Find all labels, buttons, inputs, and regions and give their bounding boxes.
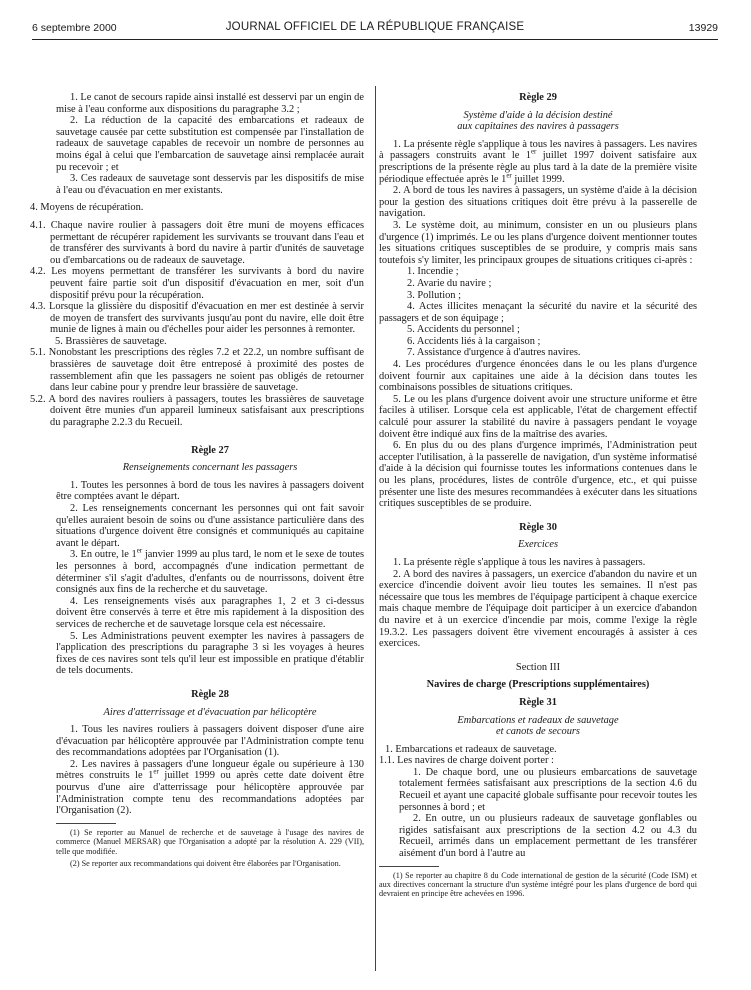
paragraph: 2. A bord de tous les navires à passagers, un système d'aide à la décision pour la gestion des situations critiques doit être prévu à la passerelle de navigation. [379,185,697,220]
column-divider [375,86,376,971]
list-item: 5. Accidents du personnel ; [407,324,520,336]
paragraph: 4. Les renseignements visés aux paragraphes 1, 2 et 3 ci-dessus doivent être conservés à terre et être mis rapidement à la disposition des services de recherche et de sauvetage lorsque cela est nécessaire. [56,595,364,630]
numbered-heading: 4. Moyens de récupération. [30,202,144,214]
rule-heading: Règle 28 [191,688,229,700]
paragraph: 2. A bord des navires à passagers, un exercice d'abandon du navire et un exercice d'incendie doivent avoir lieu toutes les semaines. Il n'est pas nécessaire que tous les membres de l'équipage participent à chaque exercice mais chaque membre de l'équipage doit participer à un exercice d'abandon du navire et à un exercice d'incendie par mois, comme l'exige la règle 19.3.2. Les passagers doivent être vivement encouragés à assister à ces exercices. [379,568,697,650]
paragraph: 3. En outre, le 1er janvier 1999 au plus tard, le nom et le sexe de toutes les personnes à bord, accompagnés d'une indication permettant de déterminer s'il s'agit d'adultes, d'enfants ou de nourrissons, doivent être consignés aux fins de la recherche et du sauvetage. [56,546,364,596]
list-item: 6. Accidents liés à la cargaison ; [407,335,541,347]
list-item: 4. Actes illicites menaçant la sécurité du navire et la sécurité des passagers et de son équipage ; [379,301,697,324]
numbered-paragraph: 5.1. Nonobstant les prescriptions des règles 7.2 et 22.2, un nombre suffisant de brassières de sauvetage doit être entreposé à proximité des postes de rassemblement afin que les passagers ne soient pas obligés de retourner dans leur cabine pour y prendre leur brassière de sauvetage. [30,347,364,394]
footnote: (1) Se reporter au Manuel de recherche et de sauvetage à l'usage des navires de commerce (Manuel MERSAR) que l'Organisation a adopté par la résolution A. 229 (VII), telle que modifiée. [56,827,364,856]
list-item: 3. Pollution ; [407,289,461,301]
paragraph: 2. Les renseignements concernant les personnes qui ont fait savoir qu'elles auraient besoin de soins ou d'une assistance particulière dans des situations d'urgence doivent être consignés et communiqués au capitaine avant le départ. [56,503,364,549]
paragraph: 1. Le canot de secours rapide ainsi installé est desservi par un engin de mise à l'eau conforme aux dispositions du paragraphe 3.2 ; [56,92,364,115]
paragraph: 1. Tous les navires rouliers à passagers doivent disposer d'une aire d'évacuation par hélicoptère approuvée par l'Administration compte tenu des recommandations adoptées par l'Organisation (1). [56,724,364,759]
right-column [379,92,697,899]
section-title: Navires de charge (Prescriptions supplémentaires) [426,679,650,691]
header-journal-title: JOURNAL OFFICIEL DE LA RÉPUBLIQUE FRANÇAISE [225,21,525,33]
numbered-paragraph: 5.2. A bord des navires rouliers à passagers, toutes les brassières de sauvetage doivent être munies d'un appareil lumineux satisfaisant aux prescriptions du paragraphe 2.2.3 du Recueil. [30,393,364,429]
header-date: 6 septembre 2000 [32,22,117,34]
rule-subtitle: Aires d'atterrissage et d'évacuation par hélicoptère [103,706,317,718]
paragraph: 2. En outre, un ou plusieurs radeaux de sauvetage gonflables ou rigides satisfaisant aux prescriptions de la section 4.2 ou 4.3 du Recueil, arrimés dans un emplacement permettant de les transférer aisément d'un bord à l'autre au [399,813,697,860]
paragraph: 3. Le système doit, au minimum, consister en un ou plusieurs plans d'urgence (1) imprimés. Le ou les plans d'urgence doivent mentionner toutes les situations critiques susceptibles de se produire, y compris mais sans toutefois s'y limiter, les principaux groupes de situations critiques ci-après : [379,219,697,266]
footnote-rule [379,866,439,867]
paragraph: 1. De chaque bord, une ou plusieurs embarcations de sauvetage totalement fermées satisfaisant aux prescriptions de la section 4.6 du Recueil et ayant une capacité globale suffisante pour recevoir toutes les personnes à bord ; et [399,766,697,813]
numbered-heading: 1. Embarcations et radeaux de sauvetage. [385,743,557,755]
numbered-paragraph: 1.1. Les navires de charge doivent porter : [379,755,554,767]
paragraph: 2. Les navires à passagers d'une longueur égale ou supérieure à 130 mètres construits le 1er juillet 1999 ou après cette date doivent être pourvus d'une aire d'atterrissage pour hélicoptère approuvée par l'Administration compte tenu des recommandations adoptées par l'Organisation (2). [56,758,364,817]
rule-subtitle: Embarcations et radeaux de sauvetage [457,714,619,726]
rule-subtitle: Exercices [518,539,558,551]
list-item: 2. Avarie du navire ; [407,277,492,289]
rule-subtitle: aux capitaines des navires à passagers [457,121,619,133]
rule-heading: Règle 27 [191,444,229,456]
header-page-number: 13929 [688,22,718,34]
rule-subtitle: et canots de secours [496,726,580,738]
paragraph: 5. Le ou les plans d'urgence doivent avoir une structure uniforme et être faciles à utiliser. Lorsque cela est applicable, l'état de chargement effectif calculé pour assurer la stabilité du navire à passagers pendant le voyage doivent être indiqué aux fins de la maîtrise des avaries. [379,393,697,440]
paragraph: 1. La présente règle s'applique à tous les navires à passagers. [393,556,646,568]
paragraph: 6. En plus du ou des plans d'urgence imprimés, l'Administration peut accepter l'utilisation, à la passerelle de navigation, d'un système informatisé d'aide à la décision qui fournisse toutes les informations contenues dans le ou les plans, procédures, listes de contrôle d'urgence, etc., et qui puisse présenter une liste des mesures recommandées à exécuter dans les situations critiques susceptibles de se produire. [379,440,697,510]
rule-heading: Règle 29 [519,92,557,103]
paragraph: 2. La réduction de la capacité des embarcations et radeaux de sauvetage causée par cette substitution est compensée par l'installation de radeaux de sauvetage capables de recevoir un nombre de personnes au moins égal à celui que l'embarcation de sauvetage ainsi remplacée aurait pu recevoir ; et [56,115,364,173]
page-header [32,20,718,36]
paragraph: 1. La présente règle s'applique à tous les navires à passagers. Les navires à passagers construits avant le 1er juillet 1997 doivent satisfaire aux prescriptions de la présente règle au plus tard à la date de la première visite périodique effectuée après le 1er juillet 1999. [379,138,697,185]
footnote-rule [56,823,116,824]
list-item: 7. Assistance d'urgence à d'autres navires. [407,347,581,359]
rule-heading: Règle 31 [519,696,557,708]
list-item: 1. Incendie ; [407,266,459,278]
paragraph: 3. Ces radeaux de sauvetage sont desservis par les dispositifs de mise à l'eau ou d'évacuation en mer existants. [56,173,364,196]
paragraph: 5. Les Administrations peuvent exempter les navires à passagers de l'application des prescriptions du paragraphe 3 si les voyages à heures fixes de ces navires sont tels qu'il leur est impossible en pratique d'établir de tels documents. [56,630,364,677]
paragraph: 1. Toutes les personnes à bord de tous les navires à passagers doivent être comptées avant le départ. [56,479,364,503]
footnote: (1) Se reporter au chapitre 8 du Code international de gestion de la sécurité (Code ISM) et aux directives concernant la structure d'un système intégré pour les plans d'urgence de bord qui devraient en principe être achevées en 1996. [379,870,697,899]
rule-subtitle: Système d'aide à la décision destiné [463,109,613,121]
section-heading: Section III [515,661,561,673]
numbered-paragraph: 4.3. Lorsque la glissière du dispositif d'évacuation en mer est destinée à servir de moyen de transfert des survivants jusqu'au pont du navire, elle doit être munie de lignes à main ou d'échelles pour aider les personnes à remonter. [30,301,364,336]
header-rule [32,39,718,40]
paragraph: 4. Les procédures d'urgence énoncées dans le ou les plans d'urgence doivent fournir aux capitaines une aide à la décision dans toutes les combinaisons possibles de situations critiques. [379,359,697,394]
footnote: (2) Se reporter aux recommandations qui doivent être élaborées par l'Organisation. [70,859,341,869]
numbered-paragraph: 4.1. Chaque navire roulier à passagers doit être muni de moyens efficaces permettant de récupérer rapidement les survivants se trouvant dans l'eau et de transférer des survivants à bord du navire à partir d'unités de sauvetage ou d'embarcations ou de radeaux de sauvetage. [30,219,364,266]
numbered-heading: 5. Brassières de sauvetage. [55,335,167,347]
numbered-paragraph: 4.2. Les moyens permettant de transférer les survivants à bord du navire peuvent faire partie soit d'un dispositif d'évacuation en mer, soit d'un dispositif prévu pour la récupération. [30,266,364,301]
rule-heading: Règle 30 [519,521,557,533]
left-column [30,92,364,869]
rule-subtitle: Renseignements concernant les passagers [122,462,298,474]
